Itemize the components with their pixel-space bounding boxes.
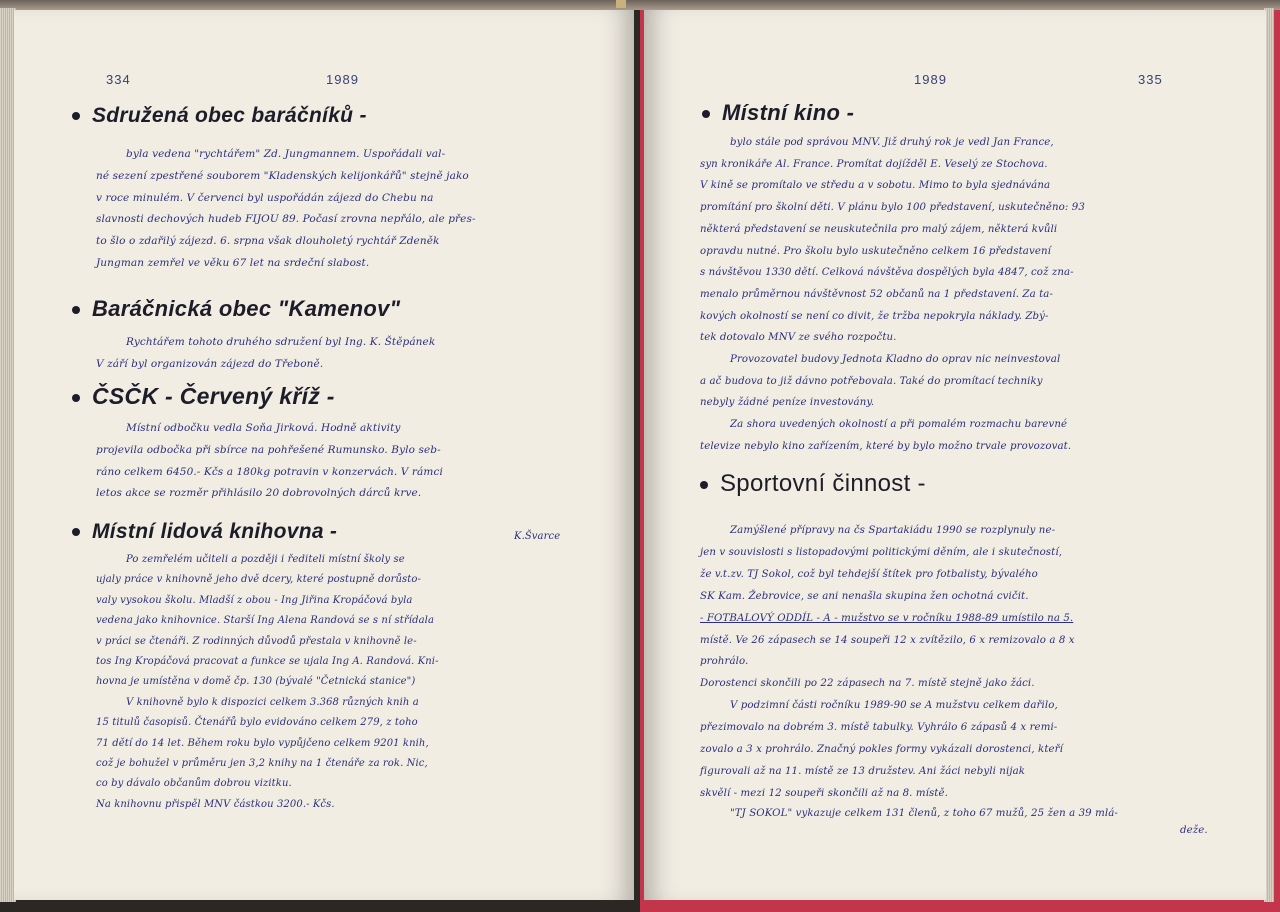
heading-mistni-kino: Místní kino - <box>702 100 854 126</box>
text-line: hovna je umístěna v domě čp. 130 (bývalé "Četnická stanice") <box>96 676 416 688</box>
text-line: opravdu nutné. Pro školu bylo uskutečněno celkem 16 představení <box>700 245 1051 257</box>
text-line: 71 dětí do 14 let. Během roku bylo vypůjčeno celkem 9201 knih, <box>96 737 429 749</box>
text-line: nebyly žádné peníze investovány. <box>700 397 875 409</box>
text-line: a ač budova to již dávno potřebovala. Také do promítací techniky <box>700 375 1043 387</box>
text-line: ujaly práce v knihovně jeho dvě dcery, které postupně dorůsto- <box>96 574 421 586</box>
year-left: 1989 <box>326 72 359 87</box>
bullet-icon <box>72 394 80 402</box>
section-text-kino <box>700 132 1085 458</box>
text-line: místě. Ve 26 zápasech se 14 soupeři 12 x zvítězilo, 6 x remizovalo a 8 x <box>700 634 1075 646</box>
year-right: 1989 <box>914 72 947 87</box>
text-line: syn kronikáře Al. France. Promítat dojížděl E. Veselý ze Stochova. <box>700 158 1048 170</box>
text-line-fotbal: - FOTBALOVÝ ODDÍL - A - mužstvo se v ročníku 1988-89 umístilo na 5. <box>700 612 1074 624</box>
text-line: co by dávalo občanům dobrou vizitku. <box>96 778 292 790</box>
heading-knihovna: Místní lidová knihovna - <box>72 520 337 544</box>
heading-cscк: ČSČK - Červený kříž - <box>72 383 335 410</box>
text-line: Rychtářem tohoto druhého sdružení byl Ing. K. Štěpánek <box>126 336 436 348</box>
section-text-baracnicka <box>96 332 435 376</box>
text-line: valy vysokou školu. Mladší z obou - Ing Jiřina Kropáčová byla <box>96 594 413 606</box>
text-line: promítání pro školní děti. V plánu bylo 100 představení, uskutečněno: 93 <box>700 202 1085 214</box>
text-line: Po zemřelém učiteli a později i řediteli místní školy se <box>126 554 405 565</box>
right-page <box>644 10 1266 900</box>
text-line: zovalo a 3 x prohrálo. Značný pokles formy vykázali dorostenci, kteří <box>700 744 1063 756</box>
text-line: prohrálo. <box>700 656 749 668</box>
text-line: ráno celkem 6450.- Kčs a 180kg potravin v konzervách. V rámci <box>96 465 443 478</box>
text-line: letos akce se rozměr přihlásilo 20 dobrovolných dárců krve. <box>96 487 422 500</box>
text-line: televize nebylo kino zařízením, které by bylo možno trvale provozovat. <box>700 440 1072 452</box>
text-line: menalo průměrnou návštěvnost 52 občanů na 1 představení. Za ta- <box>700 288 1054 300</box>
heading-sdruzena-obec: Sdružená obec baráčníků - <box>72 104 367 128</box>
bookmark-ribbon <box>616 0 626 8</box>
text-line: Jungman zemřel ve věku 67 let na srdeční slabost. <box>96 256 370 269</box>
bullet-icon <box>72 112 80 120</box>
text-line: skvělí - mezi 12 soupeři skončili až na 8. místě. <box>700 787 948 799</box>
text-line: Místní odbočku vedla Soňa Jirková. Hodně aktivity <box>126 422 401 434</box>
text-line: SK Kam. Žebrovice, se ani nenašla skupina žen ochotná cvičit. <box>700 590 1029 602</box>
section-text-sport <box>700 520 1208 839</box>
text-line: "TJ SOKOL" vykazuje celkem 131 členů, z toho 67 mužů, 25 žen a 39 mlá- <box>730 807 1118 819</box>
text-line: tos Ing Kropáčová pracovat a funkce se ujala Ing A. Randová. Kni- <box>96 656 439 668</box>
book-top-edge <box>0 0 1280 10</box>
text-line: V podzimní části ročníku 1989-90 se A mužstvu celkem dařilo, <box>730 700 1058 712</box>
heading-baracnicka-obec: Baráčnická obec "Kamenov" <box>72 296 400 322</box>
text-line: bylo stále pod správou MNV. Již druhý rok je vedl Jan France, <box>730 137 1054 148</box>
text-line: V knihovně bylo k dispozici celkem 3.368 různých knih a <box>126 696 419 708</box>
text-line: V kině se promítalo ve středu a v sobotu. Mimo to byla sjednávána <box>700 180 1051 192</box>
text-line: Zamýšlené přípravy na čs Spartakiádu 1990 se rozplynuly ne- <box>730 525 1056 536</box>
text-line: Provozovatel budovy Jednota Kladno do oprav nic neinvestoval <box>730 354 1061 366</box>
bullet-icon <box>702 110 710 118</box>
text-line: 15 titulů časopisů. Čtenářů bylo evidováno celkem 279, z toho <box>96 717 418 729</box>
text-line: vedena jako knihovnice. Starší Ing Alena Randová se s ní střídala <box>96 615 435 627</box>
left-page <box>14 10 634 900</box>
text-line: Za shora uvedených okolností a při pomalém rozmachu barevné <box>730 419 1068 431</box>
text-line: v práci se čtenáři. Z rodinných důvodů přestala v knihovně le- <box>96 635 417 647</box>
text-line: což je bohužel v průměru jen 3,2 knihy na 1 čtenáře za rok. Nic, <box>96 758 428 770</box>
section-text-cervený-kriz <box>96 418 443 505</box>
text-line: slavnosti dechových hudeb FIJOU 89. Počasí zrovna nepřálo, ale přes- <box>96 213 476 226</box>
text-line: kových okolností se není co divit, že tržba nepokryla náklady. Zbý- <box>700 310 1049 322</box>
page-number-right: 335 <box>1138 72 1163 87</box>
text-line: tek dotovalo MNV ze svého rozpočtu. <box>700 332 897 344</box>
text-line: některá představení se neuskutečnila pro malý zájem, některá kvůli <box>700 223 1058 235</box>
text-line: to šlo o zdařilý zájezd. 6. srpna však dlouholetý rychtář Zdeněk <box>96 235 440 248</box>
text-line: Na knihovnu přispěl MNV částkou 3200.- Kčs. <box>96 798 335 810</box>
text-line: byla vedena "rychtářem" Zd. Jungmannem. Uspořádali val- <box>126 148 446 160</box>
text-line: figurovali až na 11. místě ze 13 družstev. Ani žáci nebyli nijak <box>700 765 1026 777</box>
section-text-sdruzena <box>96 144 476 275</box>
text-line: V září byl organizován zájezd do Třeboně. <box>96 357 324 370</box>
bullet-icon <box>700 481 708 489</box>
heading-sportovni-cinnost: Sportovní činnost - <box>700 470 926 498</box>
text-line: že v.t.zv. TJ Sokol, což byl tehdejší štítek pro fotbalisty, bývalého <box>700 568 1038 580</box>
text-line: né sezení zpestřené souborem "Kladenských kelijonkářů" stejně jako <box>96 169 469 182</box>
text-line: Dorostenci skončili po 22 zápasech na 7. místě stejně jako žáci. <box>700 678 1035 690</box>
section-text-knihovna <box>96 550 439 815</box>
text-line: s návštěvou 1330 dětí. Celková návštěva dospělých byla 4847, což zna- <box>700 267 1074 279</box>
text-line: deže. <box>1180 824 1208 836</box>
annotation-k-svarce: K.Švarce <box>514 531 561 542</box>
text-line: jen v souvislosti s listopadovými politickými děním, ale i skutečností, <box>700 546 1063 558</box>
bullet-icon <box>72 528 80 536</box>
page-number-left: 334 <box>106 72 131 87</box>
text-line: projevila odbočka při sbírce na pohřešené Rumunsko. Bylo seb- <box>96 443 441 456</box>
text-line: v roce minulém. V červenci byl uspořádán zájezd do Chebu na <box>96 191 434 204</box>
bullet-icon <box>72 306 80 314</box>
text-line: přezimovalo na dobrém 3. místě tabulky. Vyhrálo 6 zápasů 4 x remi- <box>700 722 1058 734</box>
